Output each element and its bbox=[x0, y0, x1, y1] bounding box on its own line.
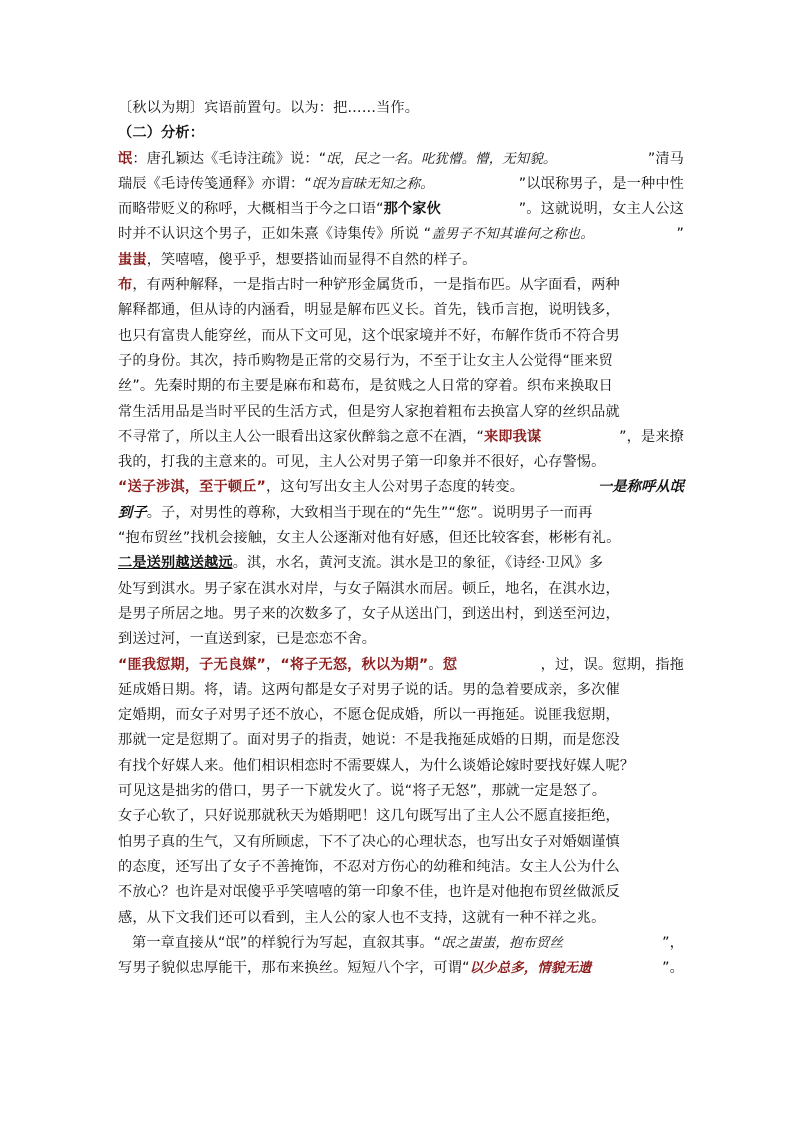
text-segment: 定婚期，而女子对男子还不放心，不愿仓促成婚，所以一再拖延。说匪我愆期， bbox=[118, 707, 620, 724]
text-segment: ，笑嘻嘻，傻乎乎，想要搭讪而显得不自然的样子。 bbox=[146, 251, 477, 268]
text-segment: ” bbox=[676, 226, 684, 243]
text-line bbox=[118, 804, 684, 829]
text-segment: 解释都通，但从诗的内涵看，明显是解布匹义长。首先，钱币言抱，说明钱多， bbox=[118, 302, 620, 319]
text-line bbox=[118, 147, 684, 172]
text-segment: 那就一定是愆期了。面对男子的指责，她说：不是我拖延成婚的日期，而是您没 bbox=[118, 732, 620, 749]
text-segment: ，有两种解释，一是指古时一种铲形金属货币，一是指布匹。从字面看，两种 bbox=[132, 277, 620, 294]
text-segment: 瑞辰《毛诗传笺通释》亦谓：“ bbox=[118, 175, 312, 192]
text-line bbox=[118, 526, 684, 551]
text-line bbox=[118, 577, 684, 602]
text-segment: 感，从下文我们还可以看到，主人公的家人也不支持，这就有一种不祥之兆。 bbox=[118, 909, 606, 926]
key-phrase: 来即我谋 bbox=[483, 428, 542, 445]
text-segment: 。淇，水名，黄河支流。淇水是卫的象征，《诗经·卫风》多 bbox=[232, 555, 604, 572]
text-segment: 有找个好媒人来。他们相识相恋时不需要媒人，为什么谈婚论嫁时要找好媒人呢？ bbox=[118, 757, 635, 774]
text-segment: 。 bbox=[428, 656, 443, 673]
text-line bbox=[118, 96, 684, 121]
key-term: 布 bbox=[118, 277, 133, 294]
text-line bbox=[118, 678, 684, 703]
text-segment: 不放心？也许是对氓傻乎乎笑嘻嘻的第一印象不佳，也许是对他抱布贸丝做派反 bbox=[118, 884, 620, 901]
quoted-text: 氓，民之一名。叱犹懵。懵，无知貌。 bbox=[326, 151, 557, 167]
document-page bbox=[118, 96, 684, 981]
text-segment: ”以氓称男子，是一种中性 bbox=[518, 175, 684, 192]
text-line bbox=[118, 248, 684, 273]
text-segment: ， bbox=[266, 656, 281, 673]
text-segment: ”，是来撩 bbox=[619, 428, 684, 445]
text-segment: 丝”。先秦时期的布主要是麻布和葛布，是贫贱之人日常的穿着。织布来换取日 bbox=[118, 378, 613, 395]
text-line bbox=[118, 222, 684, 247]
text-line bbox=[118, 855, 684, 880]
text-segment: 子的身份。其次，持币购物是正常的交易行为，不至于让女主人公觉得“匪来贸 bbox=[118, 352, 613, 369]
text-line bbox=[118, 956, 684, 981]
text-line bbox=[118, 400, 684, 425]
text-segment: 而略带贬义的称呼，大概相当于今之口语“ bbox=[118, 201, 384, 218]
text-line bbox=[118, 880, 684, 905]
key-term: 氓 bbox=[118, 150, 133, 167]
text-line bbox=[118, 501, 684, 526]
text-line bbox=[118, 703, 684, 728]
text-line bbox=[118, 475, 684, 500]
text-segment: ”。 bbox=[662, 960, 684, 977]
text-segment: ，这句写出女主人公对男子态度的转变。 bbox=[266, 479, 525, 496]
text-line bbox=[118, 830, 684, 855]
text-segment: 女子心软了，只好说那就秋天为婚期吧！这几句既写出了主人公不愿直接拒绝， bbox=[118, 808, 620, 825]
text-segment: ”， bbox=[662, 934, 684, 951]
text-line bbox=[118, 324, 684, 349]
text-line bbox=[118, 349, 684, 374]
key-phrase: “送子涉淇，至于顿丘” bbox=[118, 479, 266, 496]
text-segment: 。子，对男性的尊称，大致相当于现在的“先生”“您”。说明男子一而再 bbox=[146, 504, 593, 521]
emphasis-text: 到子 bbox=[118, 504, 147, 521]
text-segment: ，过，误。愆期，指拖 bbox=[540, 656, 684, 673]
text-line bbox=[118, 551, 684, 576]
text-segment: 是男子所居之地。男子来的次数多了，女子从送出门，到送出村，到送至河边， bbox=[118, 605, 620, 622]
text-line bbox=[118, 450, 684, 475]
text-line bbox=[118, 754, 684, 779]
text-line bbox=[118, 374, 684, 399]
text-line bbox=[118, 906, 684, 931]
section-heading-text: （二）分析： bbox=[118, 125, 205, 142]
text-line bbox=[118, 298, 684, 323]
text-segment: 常生活用品是当时平民的生活方式，但是穷人家抱着粗布去换富人穿的丝织品就 bbox=[118, 403, 620, 420]
text-line bbox=[118, 273, 684, 298]
text-segment: 怕男子真的生气，又有所顾虑，下不了决心的心理状态，也写出女子对婚姻谨慎 bbox=[118, 833, 620, 850]
text-segment: ”清马 bbox=[647, 150, 684, 167]
emphasis-text: 那个家伙 bbox=[383, 201, 441, 218]
key-phrase: “将子无怒，秋以为期” bbox=[280, 656, 429, 673]
text-segment: 第一章直接从“氓”的样貌行为写起，直叙其事。“ bbox=[132, 934, 442, 951]
text-segment: 也只有富贵人能穿丝，而从下文可见，这个氓家境并不好，布解作货币不符合男 bbox=[118, 327, 620, 344]
text-segment: 可见这是拙劣的借口，男子一下就发火了。说“将子无怒”，那就一定是怒了。 bbox=[118, 783, 607, 800]
text-segment: 写男子貌似忠厚能干，那布来换丝。短短八个字，可谓“ bbox=[118, 960, 470, 977]
key-term: 蚩蚩 bbox=[118, 251, 147, 268]
text-segment: ：唐孔颖达《毛诗注疏》说：“ bbox=[132, 150, 327, 167]
text-segment: 处写到淇水。男子家在淇水对岸，与女子隔淇水而居。顿丘，地名，在淇水边， bbox=[118, 580, 620, 597]
text-segment: ”。这就说明，女主人公这 bbox=[518, 201, 684, 218]
section-heading bbox=[118, 121, 684, 146]
text-line bbox=[118, 197, 684, 222]
text-line bbox=[118, 728, 684, 753]
text-line bbox=[118, 172, 684, 197]
text-segment: “抱布贸丝”找机会接触，女主人公逐渐对他有好感，但还比较客套，彬彬有礼。 bbox=[118, 530, 621, 547]
key-term: 愆 bbox=[442, 656, 458, 673]
emphasis-text: 二是送别越送越远 bbox=[118, 555, 233, 572]
text-segment: 的态度，还写出了女子不善掩饰，不忍对方伤心的幼稚和纯洁。女主人公为什么 bbox=[118, 858, 620, 875]
quoted-text: 盖男子不知其谁何之称也。 bbox=[431, 227, 594, 243]
text-segment: 不寻常了，所以主人公一眼看出这家伙醉翁之意不在酒，“ bbox=[118, 428, 484, 445]
quoted-text: 氓之蚩蚩，抱布贸丝 bbox=[441, 935, 564, 951]
quoted-text: 氓为盲昧无知之称。 bbox=[311, 176, 434, 192]
emphasis-text: 一是称呼从氓 bbox=[597, 479, 684, 496]
text-segment: 时并不认识这个男子，正如朱熹《诗集传》所说 “ bbox=[118, 226, 432, 243]
definition-line: 〔秋以为期〕宾语前置句。以为：把……当作。 bbox=[118, 100, 420, 116]
text-segment: 到送过河，一直送到家，已是恋恋不舍。 bbox=[118, 631, 377, 648]
text-line bbox=[118, 602, 684, 627]
text-line bbox=[118, 425, 684, 450]
text-line bbox=[118, 931, 684, 956]
text-line bbox=[118, 779, 684, 804]
quoted-text: 以少总多，情貌无遗 bbox=[469, 960, 592, 977]
text-segment: 延成婚日期。将，请。这两句都是女子对男子说的话。男的急着要成亲，多次催 bbox=[118, 681, 620, 698]
text-line bbox=[118, 627, 684, 652]
text-line bbox=[118, 653, 684, 678]
text-segment: 我的，打我的主意来的。可见，主人公对男子第一印象并不很好，心存警惕。 bbox=[118, 454, 606, 471]
key-phrase: “匪我愆期，子无良媒” bbox=[118, 656, 266, 673]
